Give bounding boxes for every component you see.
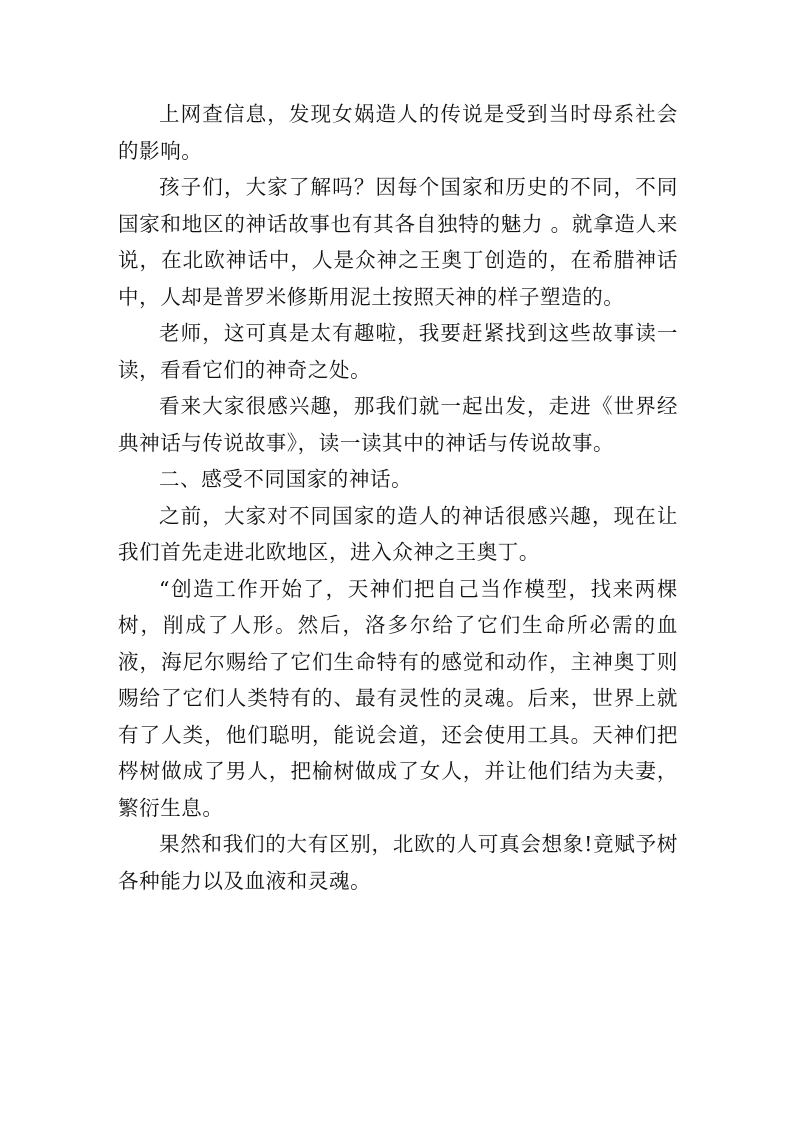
paragraph-3: 老师，这可真是太有趣啦，我要赶紧找到这些故事读一读，看看它们的神奇之处。 xyxy=(118,321,678,382)
document-page xyxy=(118,96,678,899)
section-heading: 二、感受不同国家的神话。 xyxy=(159,467,413,491)
paragraph-4: 看来大家很感兴趣，那我们就一起出发，走进《世界经典神话与传说故事》，读一读其中的神话与传说故事。 xyxy=(118,394,678,455)
paragraph-6: 果然和我们的大有区别，北欧的人可真会想象!竟赋予树各种能力以及血液和灵魂。 xyxy=(118,832,678,893)
paragraph-5: 之前，大家对不同国家的造人的神话很感兴趣，现在让我们首先走进北欧地区，进入众神之王奥丁。 xyxy=(118,503,678,564)
paragraph-1: 上网查信息，发现女娲造人的传说是受到当时母系社会的影响。 xyxy=(118,102,678,163)
quote-paragraph: “创造工作开始了，天神们把自己当作模型，找来两棵树，削成了人形。然后，洛多尔给了它们生命所必需的血液，海尼尔赐给了它们生命特有的感觉和动作，主神奥丁则赐给了它们人类特有的、最有灵性的灵魂。后来，世界上就有了人类，他们聪明，能说会道，还会使用工具。天神们把梣树做成了男人，把榆树做成了女人，并让他们结为夫妻，繁衍生息。 xyxy=(118,576,678,820)
paragraph-2: 孩子们，大家了解吗？因每个国家和历史的不同，不同国家和地区的神话故事也有其各自独特的魅力 。就拿造人来说，在北欧神话中，人是众神之王奥丁创造的，在希腊神话中，人却是普罗米修斯用泥土按照天神的样子塑造的。 xyxy=(118,175,678,309)
